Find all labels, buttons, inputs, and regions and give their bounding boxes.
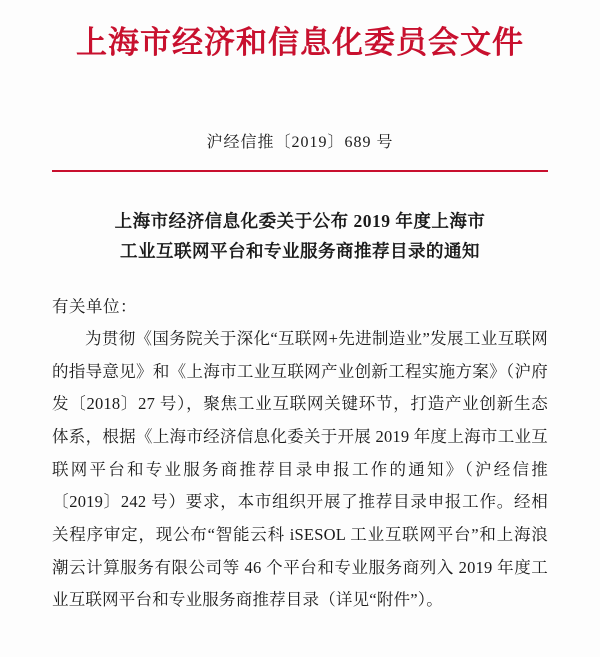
document-header [52,0,548,63]
document-subject-line-1: 上海市经济信息化委关于公布 2019 年度上海市 [114,210,486,231]
red-divider-rule [52,170,548,172]
document-salutation: 有关单位： [52,297,137,316]
document-header-title: 上海市经济和信息化委员会文件 [76,25,524,60]
document-subject-line-2: 工业互联网平台和专业服务商推荐目录的通知 [120,241,480,262]
document-number: 沪经信推〔2019〕689 号 [206,133,394,151]
document-body-paragraph: 为贯彻《国务院关于深化“互联网+先进制造业”发展工业互联网的指导意见》和《上海市工业互联网产业创新工程实施方案》（沪府发〔2018〕27 号），聚焦工业互联网关键环节，打造产业创新生态体系，根据《上海市经济信息化委关于开展 2019 年度上海市工业互联网平台和专业服务商推荐目录申报工作的通知》（沪经信推〔2019〕242 号）要求，本市组织开展了推荐目录申报工作。经相关程序审定，现公布“智能云科 iSESOL 工业互联网平台”和上海浪潮云计算服务有限公司等 46 个平台和专业服务商列入 2019 年度工业互联网平台和专业服务商推荐目录（详见“附件”）。 [52,329,548,610]
document-body [52,323,548,617]
document-subject [52,206,548,267]
